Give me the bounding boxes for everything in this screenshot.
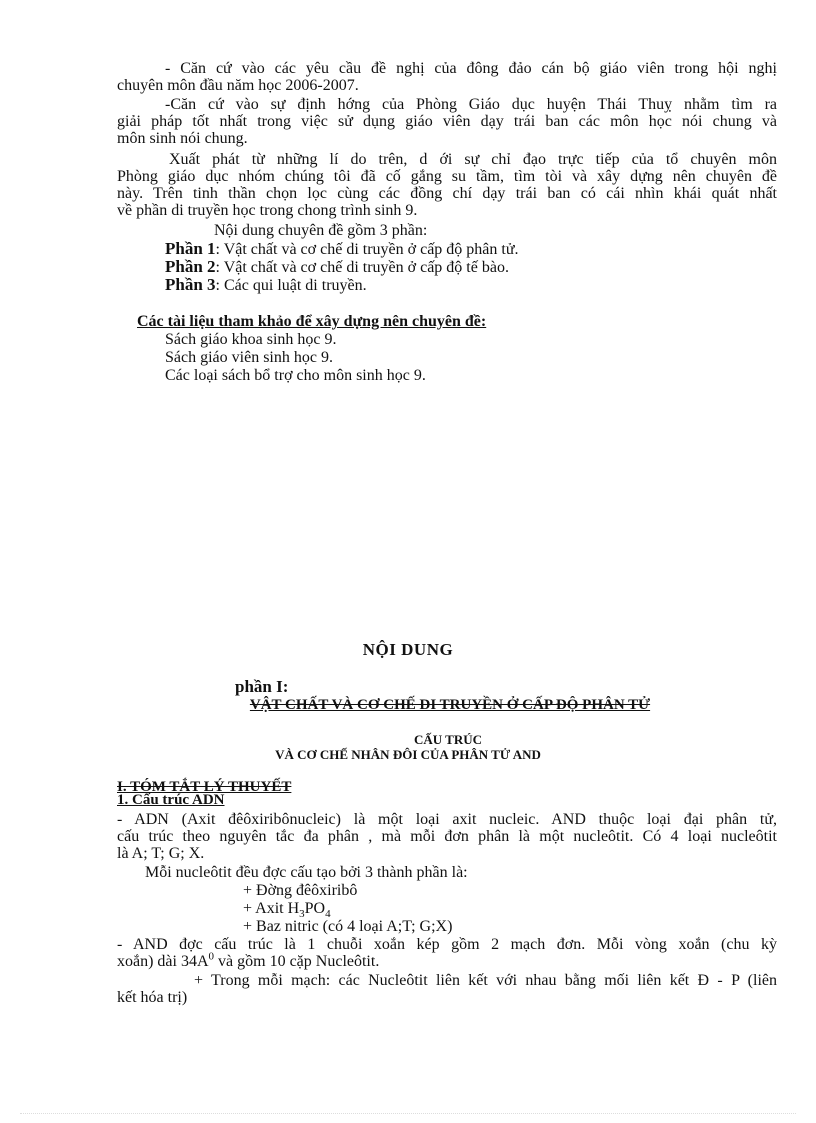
intro-p1-line-1: - Căn cứ vào các yêu cầu đề nghị của đông đảo cán bộ giáo viên trong hội nghị — [165, 60, 777, 77]
helix-length-suffix: và gồm 10 cặp Nucleôtit. — [214, 953, 380, 970]
component-nitrogen-base: + Baz nitric (có 4 loại A;T; G;X) — [243, 918, 453, 935]
body-p4-line-1: + Trong mỗi mạch: các Nucleôtit liên kết với nhau bằng mối liên kết Đ - P (liên — [194, 972, 777, 989]
part-heading-title: VẬT CHẤT VÀ CƠ CHẾ DI TRUYỀN Ở CẤP ĐỘ PHÂN TỬ — [249, 697, 651, 713]
body-paragraph-4 — [117, 972, 777, 1006]
subtitle-line-1: CẤU TRÚC — [413, 732, 482, 747]
part-3-label: Phần 3 — [165, 275, 216, 294]
intro-paragraph-4 — [214, 222, 714, 239]
body-p3-line-2 — [117, 950, 777, 970]
body-p4-line-2: kết hóa trị) — [117, 989, 188, 1006]
intro-p3-line-2: Phòng giáo dục nhóm chúng tôi đã cố gắng su tầm, tìm tòi và xây dựng nên chuyên đề — [117, 168, 777, 185]
part-1-line — [165, 240, 519, 258]
part-3-text: : Các qui luật di truyền. — [215, 277, 367, 294]
part-2-text: : Vật chất và cơ chế di truyền ở cấp độ tế bào. — [215, 259, 509, 276]
body-paragraph-1 — [117, 811, 777, 862]
references-heading: Các tài liệu tham khảo để xây dựng nên chuyên đề: — [137, 313, 487, 330]
intro-p3-line-1: Xuất phát từ những lí do trên, d ới sự chỉ đạo trực tiếp của tổ chuyên môn — [169, 151, 777, 168]
body-p3-line-1: - AND đợc cấu trúc là 1 chuỗi xoắn kép gồm 2 mạch đơn. Mỗi vòng xoắn (chu kỳ — [117, 936, 777, 953]
nucleotide-components-intro: Mỗi nucleôtit đều đợc cấu tạo bởi 3 thành phần là: — [145, 864, 468, 881]
component-acid-subscript-1: 3 — [299, 908, 305, 921]
part-2-label: Phần 2 — [165, 257, 216, 276]
part-heading-label: phần I: — [235, 677, 289, 696]
intro-p3-line-3: này. Trên tinh thần chọn lọc cùng các đồng chí dạy trái ban có cái nhìn khái quát nhất — [117, 185, 777, 202]
intro-p3-line-4: về phần di truyền học trong chong trình sinh 9. — [117, 202, 418, 219]
part-3-line — [165, 276, 367, 294]
section-heading-dna-structure: 1. Cấu trúc ADN — [117, 792, 225, 808]
body-paragraph-3 — [117, 936, 777, 970]
body-paragraph-2 — [145, 864, 805, 881]
reference-item: Sách giáo khoa sinh học 9. — [165, 331, 337, 348]
reference-item: Các loại sách bổ trợ cho môn sinh học 9. — [165, 367, 426, 384]
section-heading-summary: I. TÓM TẮT LÝ THUYẾT — [117, 779, 292, 795]
intro-p2-line-3: môn sinh nói chung. — [117, 130, 248, 147]
intro-p1-line-2: chuyên môn đầu năm học 2006-2007. — [117, 77, 359, 94]
page-bottom-divider — [20, 1113, 796, 1114]
body-p1-line-1: - ADN (Axit đêôxiribônucleic) là một loại axit nucleic. AND thuộc loại đại phân tử, — [117, 811, 777, 828]
component-sugar: + Đờng đêôxiribô — [243, 882, 358, 899]
intro-paragraph-2 — [117, 96, 777, 147]
component-acid-subscript-2: 4 — [325, 908, 331, 921]
component-acid-prefix: + Axit H — [243, 900, 300, 917]
reference-item: Sách giáo viên sinh học 9. — [165, 349, 333, 366]
content-title: NỘI DUNG — [362, 640, 454, 659]
part-2-line — [165, 258, 509, 276]
body-p1-line-2: cấu trúc theo nguyên tắc đa phân , mà mỗi đơn phân là một nucleôtit. Có 4 loại nucleôtit — [117, 828, 777, 845]
component-acid-mid: PO — [304, 900, 326, 917]
subtitle-line-2: VÀ CƠ CHẾ NHÂN ĐÔI CỦA PHÂN TỬ AND — [275, 747, 541, 762]
angstrom-superscript: 0 — [208, 950, 215, 963]
parts-intro-text: Nội dung chuyên đề gồm 3 phần: — [214, 222, 428, 239]
intro-p2-line-2: giải pháp tốt nhất trong việc sử dụng giáo viên dạy trái ban các môn học nói chung và — [117, 113, 777, 130]
part-1-label: Phần 1 — [165, 239, 216, 258]
intro-p2-line-1: -Căn cứ vào sự định hớng của Phòng Giáo dục huyện Thái Thuỵ nhằm tìm ra — [165, 96, 777, 113]
part-1-text: : Vật chất và cơ chế di truyền ở cấp độ phân tử. — [215, 241, 519, 258]
helix-length-prefix: xoắn) dài 34A — [117, 953, 209, 970]
intro-paragraph-3 — [117, 151, 777, 219]
component-phosphoric-acid — [243, 900, 331, 921]
body-p1-line-3: là A; T; G; X. — [117, 845, 205, 862]
intro-paragraph-1 — [117, 60, 777, 94]
